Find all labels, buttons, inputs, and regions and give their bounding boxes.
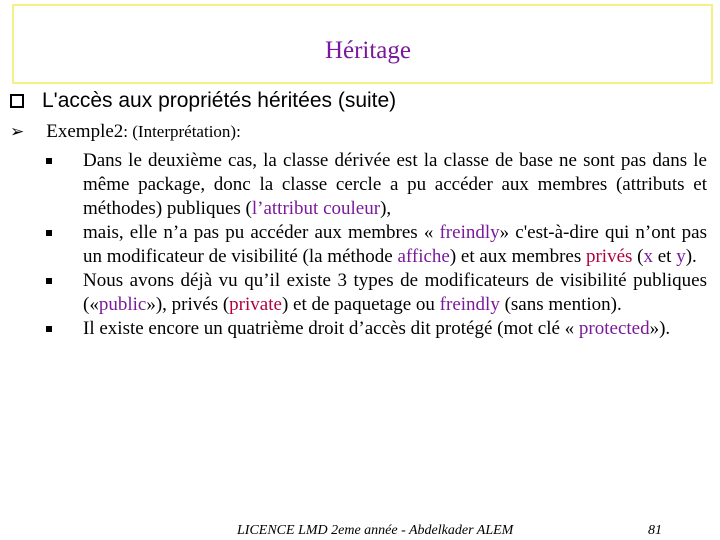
text: Dans le deuxième cas, la classe dérivée est la classe de base ne sont pas dans le même package, donc la classe cercle a pu accéder aux membres (attributs et méthodes) publiques ( <box>83 150 707 219</box>
text: Nous avons déjà vu qu’il existe 3 types de modificateurs de visibilité publiques (« <box>83 270 707 315</box>
text: ( <box>632 246 644 267</box>
text: ). <box>685 246 697 267</box>
text: »), privés ( <box>146 294 230 315</box>
list-item <box>45 149 707 221</box>
example-subheading <box>10 121 241 143</box>
highlight: affiche <box>397 246 450 267</box>
slide-title: Héritage <box>324 37 411 64</box>
text: ) et aux membres <box>449 246 586 267</box>
bullet-list <box>45 149 707 341</box>
list-item <box>45 221 707 269</box>
highlight: freindly <box>439 294 500 315</box>
text: mais, elle n’a pas pu accéder aux membres « <box>83 222 440 243</box>
highlight: protected <box>578 318 650 339</box>
highlight: y <box>676 246 686 267</box>
text: Il existe encore un quatrième droit d’accès dit protégé (mot clé « <box>83 318 579 339</box>
section-heading <box>10 89 396 113</box>
text: et <box>653 246 677 267</box>
text: ), <box>380 198 392 219</box>
highlight: private <box>229 294 282 315</box>
title-box <box>12 4 713 84</box>
footer-text: LICENCE LMD 2eme année - Abdelkader ALEM <box>237 523 514 538</box>
square-bullet-icon <box>10 94 24 108</box>
page-number: 81 <box>648 523 662 538</box>
highlight: freindly <box>439 222 500 243</box>
bullet-icon <box>46 158 52 164</box>
example-label: Exemple2 <box>46 121 124 142</box>
list-item <box>45 317 707 341</box>
text: ) et de paquetage ou <box>281 294 440 315</box>
heading-text: L'accès aux propriétés héritées (suite) <box>42 89 397 112</box>
text: » c'est-à-dire qui n’ont pas un modificateur de visibilité (la méthode <box>83 222 707 267</box>
list-item <box>45 269 707 317</box>
text: (sans mention). <box>499 294 622 315</box>
highlight: privés <box>585 246 633 267</box>
bullet-icon <box>46 230 52 236</box>
highlight: public <box>98 294 147 315</box>
text: »). <box>649 318 671 339</box>
example-detail: : (Interprétation): <box>123 122 241 141</box>
highlight: x <box>643 246 653 267</box>
bullet-icon <box>46 278 52 284</box>
arrow-bullet-icon: ➢ <box>10 122 25 142</box>
highlight: l’attribut couleur <box>251 198 381 219</box>
bullet-icon <box>46 326 52 332</box>
